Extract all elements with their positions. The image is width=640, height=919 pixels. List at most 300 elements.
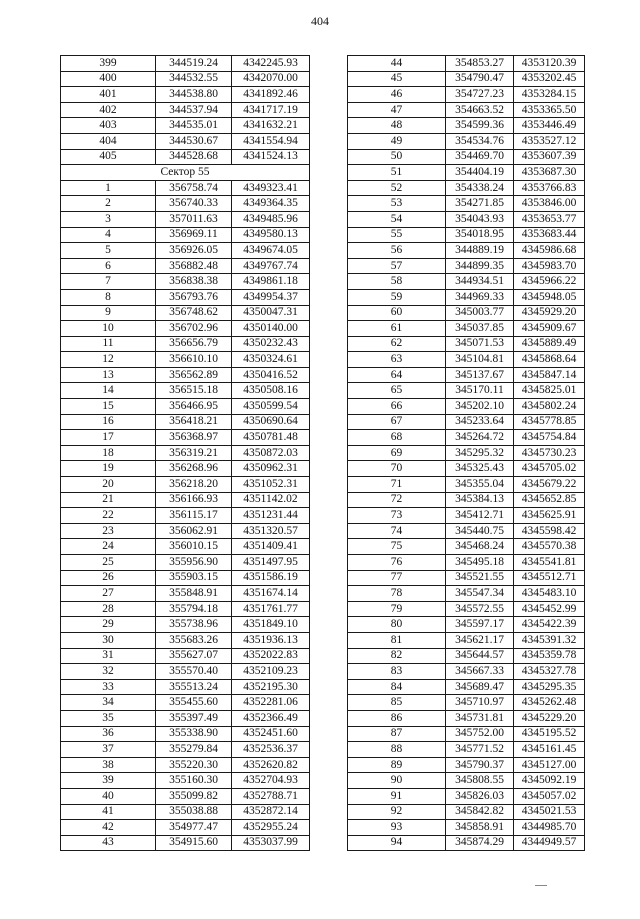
point-number-cell: 2 bbox=[61, 196, 156, 212]
y-coordinate-cell: 4342245.93 bbox=[232, 56, 310, 72]
point-number-cell: 62 bbox=[348, 336, 446, 352]
x-coordinate-cell: 345233.64 bbox=[446, 414, 514, 430]
sector-title: Сектор 55 bbox=[61, 165, 310, 181]
y-coordinate-cell: 4353365.50 bbox=[514, 102, 585, 118]
y-coordinate-cell: 4349954.37 bbox=[232, 289, 310, 305]
point-number-cell: 90 bbox=[348, 773, 446, 789]
x-coordinate-cell: 345621.17 bbox=[446, 632, 514, 648]
table-row bbox=[348, 523, 585, 539]
x-coordinate-cell: 345412.71 bbox=[446, 508, 514, 524]
y-coordinate-cell: 4345948.05 bbox=[514, 289, 585, 305]
y-coordinate-cell: 4351761.77 bbox=[232, 601, 310, 617]
point-number-cell: 8 bbox=[61, 289, 156, 305]
table-row bbox=[348, 788, 585, 804]
y-coordinate-cell: 4352281.06 bbox=[232, 695, 310, 711]
y-coordinate-cell: 4349580.13 bbox=[232, 227, 310, 243]
point-number-cell: 24 bbox=[61, 539, 156, 555]
y-coordinate-cell: 4351142.02 bbox=[232, 492, 310, 508]
y-coordinate-cell: 4345909.67 bbox=[514, 321, 585, 337]
y-coordinate-cell: 4349323.41 bbox=[232, 180, 310, 196]
point-number-cell: 12 bbox=[61, 352, 156, 368]
y-coordinate-cell: 4345021.53 bbox=[514, 804, 585, 820]
table-row bbox=[348, 757, 585, 773]
table-row bbox=[61, 586, 310, 602]
y-coordinate-cell: 4341554.94 bbox=[232, 133, 310, 149]
point-number-cell: 33 bbox=[61, 679, 156, 695]
point-number-cell: 400 bbox=[61, 71, 156, 87]
y-coordinate-cell: 4345262.48 bbox=[514, 695, 585, 711]
table-row bbox=[348, 445, 585, 461]
x-coordinate-cell: 356218.20 bbox=[156, 477, 232, 493]
coordinates-table-right bbox=[347, 55, 585, 851]
point-number-cell: 67 bbox=[348, 414, 446, 430]
table-row bbox=[61, 414, 310, 430]
table-row bbox=[61, 305, 310, 321]
x-coordinate-cell: 344537.94 bbox=[156, 102, 232, 118]
y-coordinate-cell: 4350416.52 bbox=[232, 367, 310, 383]
table-row bbox=[61, 102, 310, 118]
table-row bbox=[348, 570, 585, 586]
table-row bbox=[348, 165, 585, 181]
table-row bbox=[348, 258, 585, 274]
table-row bbox=[61, 227, 310, 243]
x-coordinate-cell: 354663.52 bbox=[446, 102, 514, 118]
x-coordinate-cell: 356740.33 bbox=[156, 196, 232, 212]
y-coordinate-cell: 4350599.54 bbox=[232, 399, 310, 415]
table-row bbox=[61, 133, 310, 149]
x-coordinate-cell: 344899.35 bbox=[446, 258, 514, 274]
table-row bbox=[348, 367, 585, 383]
point-number-cell: 16 bbox=[61, 414, 156, 430]
y-coordinate-cell: 4352955.24 bbox=[232, 820, 310, 836]
x-coordinate-cell: 356368.97 bbox=[156, 430, 232, 446]
x-coordinate-cell: 345170.11 bbox=[446, 383, 514, 399]
x-coordinate-cell: 345667.33 bbox=[446, 664, 514, 680]
point-number-cell: 402 bbox=[61, 102, 156, 118]
point-number-cell: 83 bbox=[348, 664, 446, 680]
x-coordinate-cell: 354915.60 bbox=[156, 835, 232, 851]
x-coordinate-cell: 345440.75 bbox=[446, 523, 514, 539]
y-coordinate-cell: 4345929.20 bbox=[514, 305, 585, 321]
y-coordinate-cell: 4345598.42 bbox=[514, 523, 585, 539]
y-coordinate-cell: 4344985.70 bbox=[514, 820, 585, 836]
table-row bbox=[61, 523, 310, 539]
table-row bbox=[348, 71, 585, 87]
point-number-cell: 405 bbox=[61, 149, 156, 165]
point-number-cell: 40 bbox=[61, 788, 156, 804]
point-number-cell: 81 bbox=[348, 632, 446, 648]
point-number-cell: 29 bbox=[61, 617, 156, 633]
point-number-cell: 66 bbox=[348, 399, 446, 415]
y-coordinate-cell: 4345889.49 bbox=[514, 336, 585, 352]
x-coordinate-cell: 345071.53 bbox=[446, 336, 514, 352]
y-coordinate-cell: 4345802.24 bbox=[514, 399, 585, 415]
y-coordinate-cell: 4345570.38 bbox=[514, 539, 585, 555]
x-coordinate-cell: 356882.48 bbox=[156, 258, 232, 274]
table-row bbox=[61, 274, 310, 290]
table-row bbox=[348, 383, 585, 399]
point-number-cell: 5 bbox=[61, 243, 156, 259]
point-number-cell: 70 bbox=[348, 461, 446, 477]
table-row bbox=[61, 773, 310, 789]
table-row bbox=[348, 399, 585, 415]
table-row bbox=[61, 492, 310, 508]
y-coordinate-cell: 4352366.49 bbox=[232, 710, 310, 726]
y-coordinate-cell: 4345868.64 bbox=[514, 352, 585, 368]
point-number-cell: 13 bbox=[61, 367, 156, 383]
x-coordinate-cell: 344532.55 bbox=[156, 71, 232, 87]
table-row bbox=[348, 336, 585, 352]
x-coordinate-cell: 355627.07 bbox=[156, 648, 232, 664]
point-number-cell: 21 bbox=[61, 492, 156, 508]
table-row bbox=[61, 461, 310, 477]
x-coordinate-cell: 355513.24 bbox=[156, 679, 232, 695]
y-coordinate-cell: 4351674.14 bbox=[232, 586, 310, 602]
point-number-cell: 4 bbox=[61, 227, 156, 243]
point-number-cell: 60 bbox=[348, 305, 446, 321]
x-coordinate-cell: 345597.17 bbox=[446, 617, 514, 633]
table-row bbox=[61, 508, 310, 524]
x-coordinate-cell: 354469.70 bbox=[446, 149, 514, 165]
point-number-cell: 80 bbox=[348, 617, 446, 633]
table-row bbox=[61, 788, 310, 804]
point-number-cell: 82 bbox=[348, 648, 446, 664]
table-row bbox=[348, 102, 585, 118]
y-coordinate-cell: 4352109.23 bbox=[232, 664, 310, 680]
x-coordinate-cell: 345384.13 bbox=[446, 492, 514, 508]
table-row bbox=[348, 617, 585, 633]
x-coordinate-cell: 356926.05 bbox=[156, 243, 232, 259]
point-number-cell: 74 bbox=[348, 523, 446, 539]
x-coordinate-cell: 354271.85 bbox=[446, 196, 514, 212]
x-coordinate-cell: 355738.96 bbox=[156, 617, 232, 633]
y-coordinate-cell: 4345161.45 bbox=[514, 742, 585, 758]
table-row bbox=[348, 648, 585, 664]
table-row bbox=[61, 399, 310, 415]
table-row bbox=[348, 477, 585, 493]
point-number-cell: 75 bbox=[348, 539, 446, 555]
y-coordinate-cell: 4352195.30 bbox=[232, 679, 310, 695]
x-coordinate-cell: 354534.76 bbox=[446, 133, 514, 149]
table-row bbox=[61, 149, 310, 165]
y-coordinate-cell: 4353846.00 bbox=[514, 196, 585, 212]
x-coordinate-cell: 345752.00 bbox=[446, 726, 514, 742]
table-row bbox=[61, 617, 310, 633]
table-row bbox=[61, 664, 310, 680]
x-coordinate-cell: 355570.40 bbox=[156, 664, 232, 680]
table-row bbox=[61, 289, 310, 305]
point-number-cell: 23 bbox=[61, 523, 156, 539]
y-coordinate-cell: 4349485.96 bbox=[232, 211, 310, 227]
point-number-cell: 93 bbox=[348, 820, 446, 836]
y-coordinate-cell: 4353202.45 bbox=[514, 71, 585, 87]
table-row bbox=[348, 820, 585, 836]
x-coordinate-cell: 344530.67 bbox=[156, 133, 232, 149]
y-coordinate-cell: 4341717.19 bbox=[232, 102, 310, 118]
x-coordinate-cell: 355038.88 bbox=[156, 804, 232, 820]
x-coordinate-cell: 355455.60 bbox=[156, 695, 232, 711]
x-coordinate-cell: 345037.85 bbox=[446, 321, 514, 337]
y-coordinate-cell: 4351409.41 bbox=[232, 539, 310, 555]
y-coordinate-cell: 4345422.39 bbox=[514, 617, 585, 633]
y-coordinate-cell: 4353607.39 bbox=[514, 149, 585, 165]
y-coordinate-cell: 4345541.81 bbox=[514, 555, 585, 571]
table-row bbox=[61, 695, 310, 711]
x-coordinate-cell: 356610.10 bbox=[156, 352, 232, 368]
y-coordinate-cell: 4345705.02 bbox=[514, 461, 585, 477]
y-coordinate-cell: 4345327.78 bbox=[514, 664, 585, 680]
table-row bbox=[348, 414, 585, 430]
y-coordinate-cell: 4344949.57 bbox=[514, 835, 585, 851]
table-row bbox=[61, 352, 310, 368]
x-coordinate-cell: 355903.15 bbox=[156, 570, 232, 586]
x-coordinate-cell: 355220.30 bbox=[156, 757, 232, 773]
point-number-cell: 64 bbox=[348, 367, 446, 383]
point-number-cell: 91 bbox=[348, 788, 446, 804]
x-coordinate-cell: 345826.03 bbox=[446, 788, 514, 804]
x-coordinate-cell: 355160.30 bbox=[156, 773, 232, 789]
y-coordinate-cell: 4351849.10 bbox=[232, 617, 310, 633]
x-coordinate-cell: 356115.17 bbox=[156, 508, 232, 524]
point-number-cell: 76 bbox=[348, 555, 446, 571]
table-row bbox=[348, 461, 585, 477]
table-row bbox=[348, 87, 585, 103]
y-coordinate-cell: 4350781.48 bbox=[232, 430, 310, 446]
y-coordinate-cell: 4352451.60 bbox=[232, 726, 310, 742]
x-coordinate-cell: 356319.21 bbox=[156, 445, 232, 461]
point-number-cell: 26 bbox=[61, 570, 156, 586]
x-coordinate-cell: 356418.21 bbox=[156, 414, 232, 430]
y-coordinate-cell: 4351936.13 bbox=[232, 632, 310, 648]
y-coordinate-cell: 4349674.05 bbox=[232, 243, 310, 259]
x-coordinate-cell: 354599.36 bbox=[446, 118, 514, 134]
x-coordinate-cell: 345003.77 bbox=[446, 305, 514, 321]
y-coordinate-cell: 4353687.30 bbox=[514, 165, 585, 181]
x-coordinate-cell: 356969.11 bbox=[156, 227, 232, 243]
y-coordinate-cell: 4353446.49 bbox=[514, 118, 585, 134]
point-number-cell: 42 bbox=[61, 820, 156, 836]
point-number-cell: 38 bbox=[61, 757, 156, 773]
table-row bbox=[61, 321, 310, 337]
y-coordinate-cell: 4345754.84 bbox=[514, 430, 585, 446]
x-coordinate-cell: 345137.67 bbox=[446, 367, 514, 383]
point-number-cell: 399 bbox=[61, 56, 156, 72]
x-coordinate-cell: 344538.80 bbox=[156, 87, 232, 103]
x-coordinate-cell: 345202.10 bbox=[446, 399, 514, 415]
table-row bbox=[61, 383, 310, 399]
table-row bbox=[61, 757, 310, 773]
point-number-cell: 69 bbox=[348, 445, 446, 461]
point-number-cell: 1 bbox=[61, 180, 156, 196]
x-coordinate-cell: 354018.95 bbox=[446, 227, 514, 243]
y-coordinate-cell: 4353284.15 bbox=[514, 87, 585, 103]
y-coordinate-cell: 4345986.68 bbox=[514, 243, 585, 259]
table-row bbox=[61, 367, 310, 383]
point-number-cell: 27 bbox=[61, 586, 156, 602]
table-row bbox=[348, 695, 585, 711]
point-number-cell: 43 bbox=[61, 835, 156, 851]
y-coordinate-cell: 4342070.00 bbox=[232, 71, 310, 87]
x-coordinate-cell: 354404.19 bbox=[446, 165, 514, 181]
y-coordinate-cell: 4351586.19 bbox=[232, 570, 310, 586]
table-row bbox=[348, 710, 585, 726]
x-coordinate-cell: 345264.72 bbox=[446, 430, 514, 446]
table-row bbox=[348, 227, 585, 243]
y-coordinate-cell: 4353037.99 bbox=[232, 835, 310, 851]
y-coordinate-cell: 4345625.91 bbox=[514, 508, 585, 524]
y-coordinate-cell: 4349364.35 bbox=[232, 196, 310, 212]
table-row bbox=[348, 726, 585, 742]
x-coordinate-cell: 356466.95 bbox=[156, 399, 232, 415]
x-coordinate-cell: 354977.47 bbox=[156, 820, 232, 836]
y-coordinate-cell: 4350047.31 bbox=[232, 305, 310, 321]
point-number-cell: 403 bbox=[61, 118, 156, 134]
y-coordinate-cell: 4345983.70 bbox=[514, 258, 585, 274]
x-coordinate-cell: 345858.91 bbox=[446, 820, 514, 836]
point-number-cell: 77 bbox=[348, 570, 446, 586]
x-coordinate-cell: 356268.96 bbox=[156, 461, 232, 477]
y-coordinate-cell: 4345057.02 bbox=[514, 788, 585, 804]
coordinates-table-left bbox=[60, 55, 310, 851]
point-number-cell: 79 bbox=[348, 601, 446, 617]
table-row bbox=[61, 710, 310, 726]
x-coordinate-cell: 345547.34 bbox=[446, 586, 514, 602]
table-row bbox=[61, 258, 310, 274]
table-row bbox=[61, 180, 310, 196]
point-number-cell: 61 bbox=[348, 321, 446, 337]
table-row bbox=[348, 180, 585, 196]
point-number-cell: 45 bbox=[348, 71, 446, 87]
x-coordinate-cell: 356748.62 bbox=[156, 305, 232, 321]
x-coordinate-cell: 356793.76 bbox=[156, 289, 232, 305]
x-coordinate-cell: 354727.23 bbox=[446, 87, 514, 103]
point-number-cell: 71 bbox=[348, 477, 446, 493]
x-coordinate-cell: 344934.51 bbox=[446, 274, 514, 290]
x-coordinate-cell: 356166.93 bbox=[156, 492, 232, 508]
table-row bbox=[61, 555, 310, 571]
y-coordinate-cell: 4350962.31 bbox=[232, 461, 310, 477]
y-coordinate-cell: 4349767.74 bbox=[232, 258, 310, 274]
table-row bbox=[348, 555, 585, 571]
table-row bbox=[348, 274, 585, 290]
point-number-cell: 20 bbox=[61, 477, 156, 493]
y-coordinate-cell: 4345229.20 bbox=[514, 710, 585, 726]
table-row bbox=[348, 211, 585, 227]
x-coordinate-cell: 345468.24 bbox=[446, 539, 514, 555]
point-number-cell: 78 bbox=[348, 586, 446, 602]
table-row bbox=[61, 211, 310, 227]
y-coordinate-cell: 4351320.57 bbox=[232, 523, 310, 539]
x-coordinate-cell: 356656.79 bbox=[156, 336, 232, 352]
y-coordinate-cell: 4352536.37 bbox=[232, 742, 310, 758]
y-coordinate-cell: 4345452.99 bbox=[514, 601, 585, 617]
x-coordinate-cell: 345731.81 bbox=[446, 710, 514, 726]
point-number-cell: 68 bbox=[348, 430, 446, 446]
x-coordinate-cell: 356010.15 bbox=[156, 539, 232, 555]
table-row bbox=[61, 835, 310, 851]
x-coordinate-cell: 344969.33 bbox=[446, 289, 514, 305]
x-coordinate-cell: 355848.91 bbox=[156, 586, 232, 602]
table-row bbox=[61, 477, 310, 493]
point-number-cell: 19 bbox=[61, 461, 156, 477]
y-coordinate-cell: 4352872.14 bbox=[232, 804, 310, 820]
y-coordinate-cell: 4345092.19 bbox=[514, 773, 585, 789]
point-number-cell: 84 bbox=[348, 679, 446, 695]
x-coordinate-cell: 355794.18 bbox=[156, 601, 232, 617]
x-coordinate-cell: 354790.47 bbox=[446, 71, 514, 87]
point-number-cell: 10 bbox=[61, 321, 156, 337]
table-row bbox=[61, 196, 310, 212]
point-number-cell: 41 bbox=[61, 804, 156, 820]
table-row bbox=[348, 352, 585, 368]
point-number-cell: 92 bbox=[348, 804, 446, 820]
y-coordinate-cell: 4350508.16 bbox=[232, 383, 310, 399]
y-coordinate-cell: 4345778.85 bbox=[514, 414, 585, 430]
point-number-cell: 22 bbox=[61, 508, 156, 524]
point-number-cell: 48 bbox=[348, 118, 446, 134]
x-coordinate-cell: 345771.52 bbox=[446, 742, 514, 758]
table-row bbox=[61, 632, 310, 648]
y-coordinate-cell: 4345679.22 bbox=[514, 477, 585, 493]
point-number-cell: 18 bbox=[61, 445, 156, 461]
x-coordinate-cell: 345295.32 bbox=[446, 445, 514, 461]
point-number-cell: 3 bbox=[61, 211, 156, 227]
y-coordinate-cell: 4350690.64 bbox=[232, 414, 310, 430]
table-row bbox=[61, 56, 310, 72]
y-coordinate-cell: 4345730.23 bbox=[514, 445, 585, 461]
point-number-cell: 25 bbox=[61, 555, 156, 571]
x-coordinate-cell: 356515.18 bbox=[156, 383, 232, 399]
table-row bbox=[348, 664, 585, 680]
x-coordinate-cell: 356062.91 bbox=[156, 523, 232, 539]
x-coordinate-cell: 345644.57 bbox=[446, 648, 514, 664]
point-number-cell: 51 bbox=[348, 165, 446, 181]
table-row bbox=[61, 243, 310, 259]
table-row bbox=[348, 196, 585, 212]
table-row bbox=[348, 586, 585, 602]
point-number-cell: 17 bbox=[61, 430, 156, 446]
table-row bbox=[61, 570, 310, 586]
table-row bbox=[348, 742, 585, 758]
y-coordinate-cell: 4349861.18 bbox=[232, 274, 310, 290]
x-coordinate-cell: 357011.63 bbox=[156, 211, 232, 227]
table-row bbox=[348, 601, 585, 617]
y-coordinate-cell: 4345512.71 bbox=[514, 570, 585, 586]
point-number-cell: 11 bbox=[61, 336, 156, 352]
table-row bbox=[348, 773, 585, 789]
y-coordinate-cell: 4345391.32 bbox=[514, 632, 585, 648]
point-number-cell: 58 bbox=[348, 274, 446, 290]
x-coordinate-cell: 345572.55 bbox=[446, 601, 514, 617]
table-row bbox=[348, 56, 585, 72]
x-coordinate-cell: 345842.82 bbox=[446, 804, 514, 820]
point-number-cell: 31 bbox=[61, 648, 156, 664]
table-row bbox=[61, 87, 310, 103]
x-coordinate-cell: 344528.68 bbox=[156, 149, 232, 165]
point-number-cell: 53 bbox=[348, 196, 446, 212]
point-number-cell: 72 bbox=[348, 492, 446, 508]
table-row bbox=[348, 679, 585, 695]
table-row bbox=[348, 539, 585, 555]
table-row bbox=[348, 289, 585, 305]
table-row bbox=[61, 804, 310, 820]
table-row bbox=[348, 508, 585, 524]
point-number-cell: 46 bbox=[348, 87, 446, 103]
point-number-cell: 50 bbox=[348, 149, 446, 165]
y-coordinate-cell: 4345825.01 bbox=[514, 383, 585, 399]
margin-mark bbox=[535, 885, 547, 886]
table-row bbox=[61, 726, 310, 742]
